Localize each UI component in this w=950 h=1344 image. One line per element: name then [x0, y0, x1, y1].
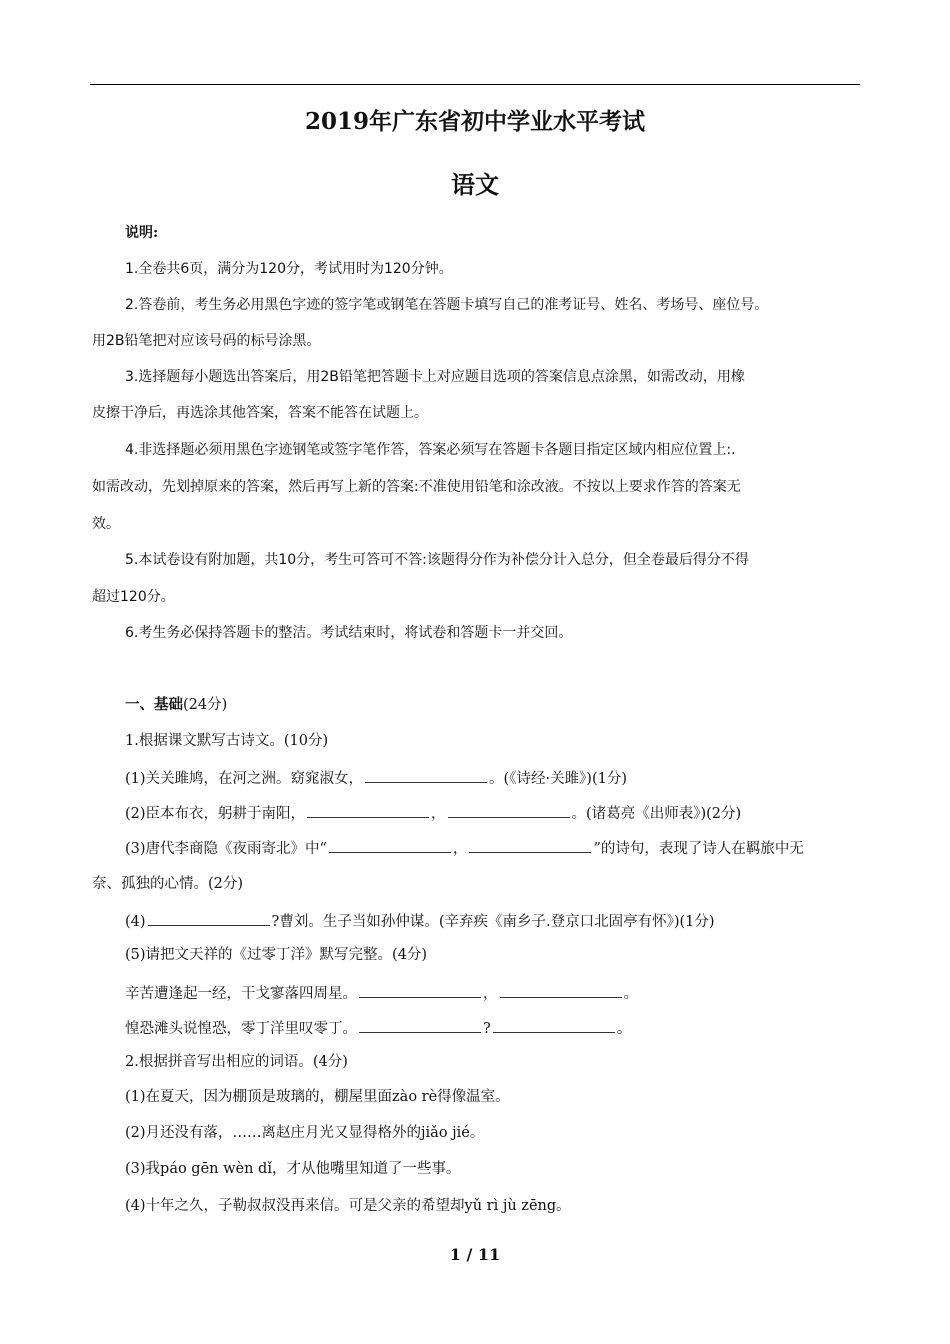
answer-blank[interactable] — [329, 838, 451, 853]
answer-blank[interactable] — [148, 911, 270, 926]
exam-title: 2019年广东省初中学业水平考试 — [304, 108, 645, 135]
instruction-line: 6.考生务必保持答题卡的整洁。考试结束时，将试卷和答题卡一并交回。 — [125, 625, 573, 641]
instruction-line: 皮擦干净后，再选涂其他答案，答案不能答在试题上。 — [92, 405, 428, 421]
answer-blank[interactable] — [359, 1018, 481, 1033]
question-text: (3)唐代李商隐《夜雨寄北》中“ — [125, 841, 327, 857]
question-1-5-line2 — [125, 1018, 631, 1038]
instructions-heading: 说明: — [125, 225, 159, 241]
question-1-prompt: 1.根据课文默写古诗文。(10分) — [125, 733, 329, 749]
answer-blank[interactable] — [365, 768, 487, 783]
question-1-3 — [125, 838, 804, 858]
answer-blank[interactable] — [307, 803, 429, 818]
question-2-1: (1)在夏天，因为棚顶是玻璃的，棚屋里面zào rè得像温室。 — [125, 1089, 510, 1105]
question-1-2 — [125, 803, 741, 823]
question-2-prompt: 2.根据拼音写出相应的词语。(4分) — [125, 1054, 348, 1070]
question-2-3: (3)我páo gēn wèn dǐ，才从他嘴里知道了一些事。 — [125, 1161, 461, 1177]
instruction-line: 2.答卷前，考生务必用黑色字迹的签字笔或钢笔在答题卡填写自己的准考证号、姓名、考场号、座位号。 — [125, 297, 769, 313]
question-1-3-cont: 奈、孤独的心情。(2分) — [92, 876, 244, 892]
section-title: 一、基础 — [125, 696, 183, 713]
instruction-line: 5.本试卷设有附加题，共10分，考生可答可不答:该题得分作为补偿分计入总分，但全卷最后得分不得 — [125, 552, 749, 568]
answer-blank[interactable] — [493, 1018, 615, 1033]
question-text: (2)臣本布衣，躬耕于南阳， — [125, 806, 306, 822]
page-number: 1 / 11 — [449, 1245, 501, 1264]
question-text: ， — [483, 986, 498, 1002]
instruction-line: 用2B铅笔把对应该号码的标号涂黑。 — [92, 333, 321, 349]
question-1-4 — [125, 911, 715, 931]
question-1-5-prompt: (5)请把文天祥的《过零丁洋》默写完整。(4分) — [125, 947, 428, 963]
question-1-1 — [125, 768, 627, 788]
instruction-line: 4.非选择题必须用黑色字迹钢笔或签字笔作答，答案必须写在答题卡各题目指定区域内相应位置上:. — [125, 442, 736, 458]
question-text: 。 — [623, 986, 638, 1002]
question-text: ”的诗句，表现了诗人在羁旅中无 — [593, 841, 804, 857]
question-text: 。 — [616, 1021, 632, 1037]
header-rule — [90, 84, 860, 85]
question-text: 。(诸葛亮《出师表》)(2分) — [571, 806, 742, 822]
question-text: ? — [483, 1021, 491, 1037]
section-points: (24分) — [183, 697, 228, 713]
section-heading — [125, 696, 227, 714]
question-text: 。(《诗经·关雎》)(1分) — [489, 771, 628, 787]
question-text: ， — [431, 806, 446, 822]
question-text: ， — [452, 841, 468, 857]
instruction-line: 效。 — [92, 516, 120, 532]
question-text: 辛苦遭逢起一经，干戈寥落四周星。 — [125, 986, 357, 1002]
question-text: (4) — [125, 914, 146, 930]
instruction-line: 3.选择题每小题选出答案后，用2B铅笔把答题卡上对应题目选项的答案信息点涂黑，如需改动，用橡 — [125, 369, 745, 385]
question-2-2: (2)月还没有落，……离赵庄月光又显得格外的jiǎo jié。 — [125, 1125, 485, 1141]
instruction-line: 如需改动，先划掉原来的答案，然后再写上新的答案:不准使用铅笔和涂改液。不按以上要求作答的答案无 — [92, 479, 741, 495]
instruction-line: 1.全卷共6页，满分为120分，考试用时为120分钟。 — [125, 261, 453, 277]
answer-blank[interactable] — [469, 838, 591, 853]
question-2-4: (4)十年之久，子勒叔叔没再来信。可是父亲的希望却yǔ rì jù zēng。 — [125, 1198, 571, 1214]
instruction-line: 超过120分。 — [92, 589, 175, 605]
answer-blank[interactable] — [448, 803, 570, 818]
question-text: ?曹刘。生子当如孙仲谋。(辛弃疾《南乡子.登京口北固亭有怀》)(1分) — [271, 914, 715, 930]
answer-blank[interactable] — [500, 983, 622, 998]
answer-blank[interactable] — [359, 983, 481, 998]
question-1-5-line1 — [125, 983, 638, 1003]
subject-title: 语文 — [451, 170, 499, 199]
question-text: (1)关关雎鸠，在河之洲。窈窕淑女， — [125, 771, 364, 787]
question-text: 惶恐滩头说惶恐，零丁洋里叹零丁。 — [125, 1021, 357, 1037]
